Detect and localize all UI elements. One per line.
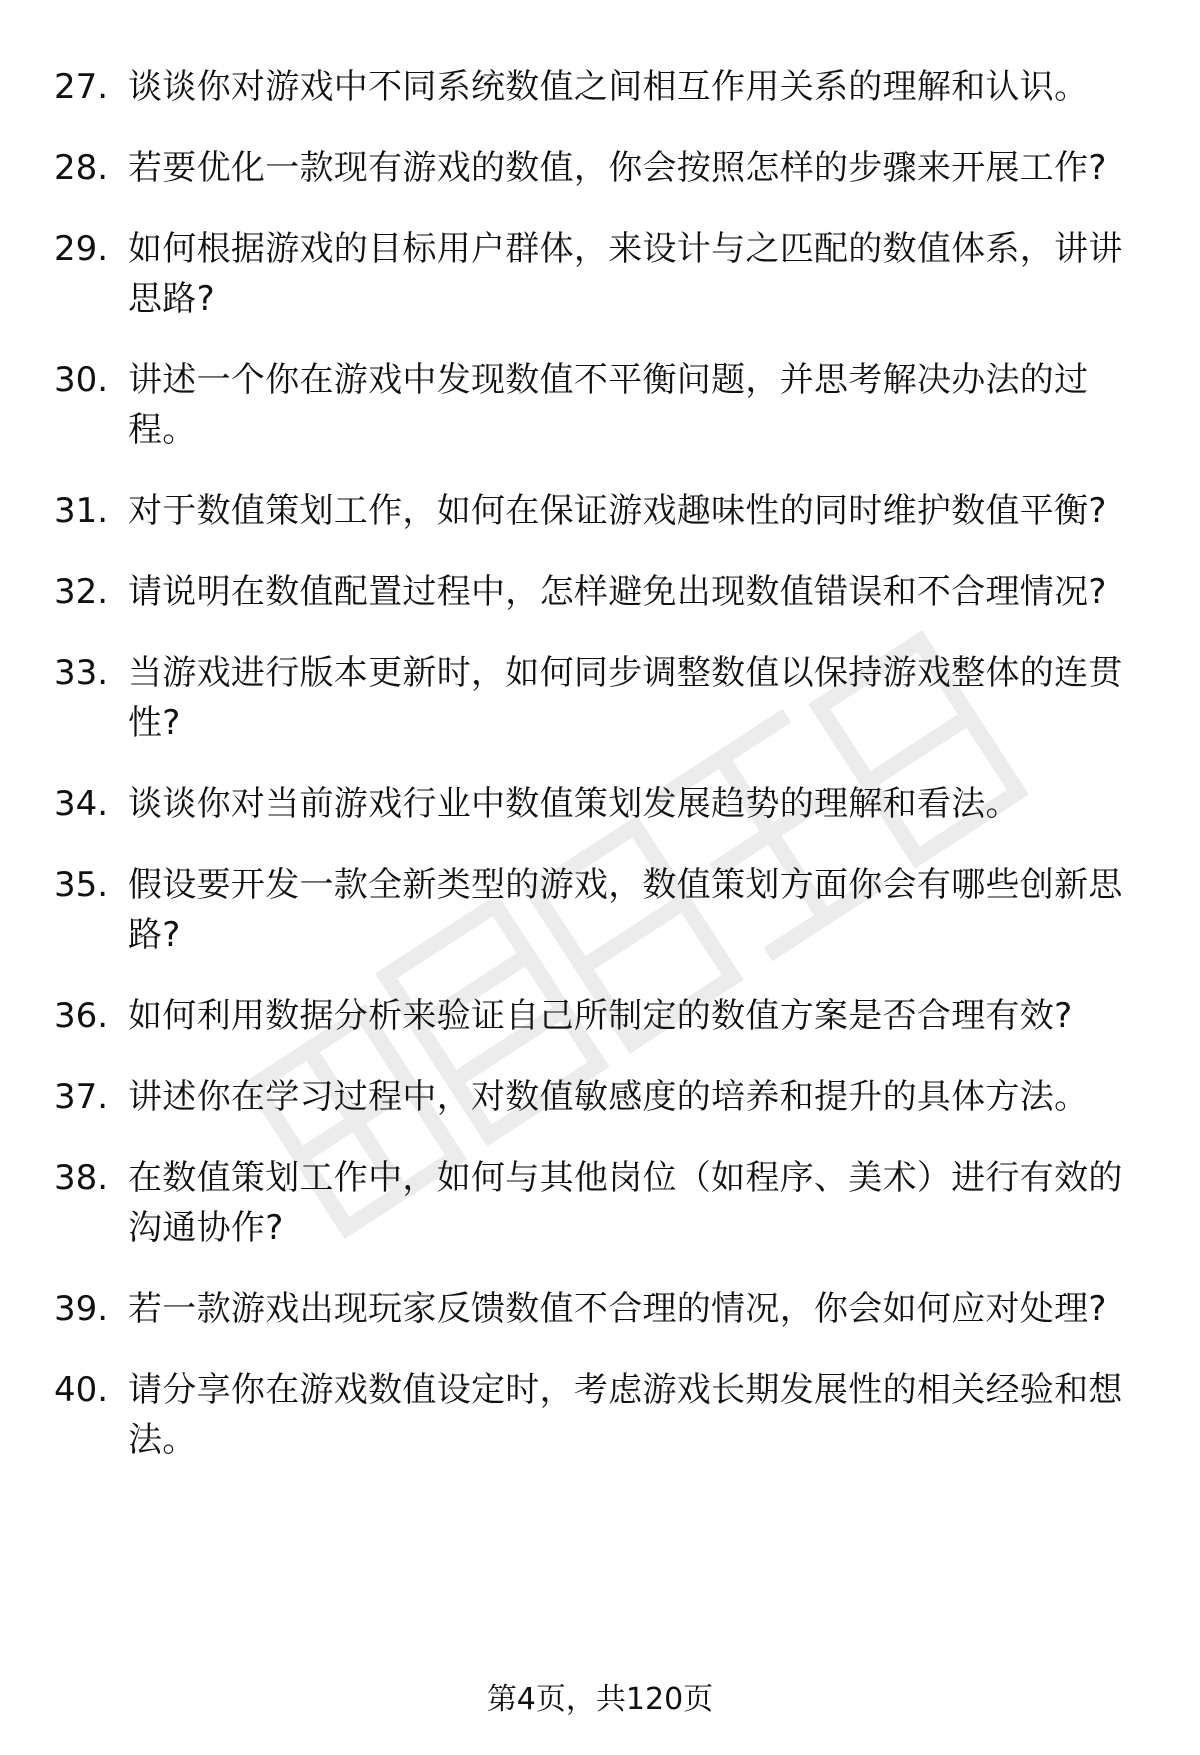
question-number: 28.	[54, 148, 109, 188]
question-item	[0, 991, 1200, 1041]
page-footer: 第4页，共120页	[486, 1682, 714, 1717]
question-item	[0, 1365, 1200, 1465]
question-item	[0, 1072, 1200, 1122]
question-number: 39.	[54, 1289, 109, 1329]
question-number: 36.	[54, 996, 109, 1036]
question-number: 30.	[54, 360, 109, 400]
question-item	[0, 355, 1200, 455]
question-text: 若一款游戏出现玩家反馈数值不合理的情况，你会如何应对处理?	[128, 1289, 1107, 1329]
question-item	[0, 1153, 1200, 1253]
question-number: 38.	[54, 1158, 109, 1198]
question-item	[0, 1284, 1200, 1334]
question-number: 27.	[54, 67, 109, 107]
question-number: 35.	[54, 865, 109, 905]
question-text: 谈谈你对游戏中不同系统数值之间相互作用关系的理解和认识。	[128, 67, 1089, 107]
question-text: 在数值策划工作中，如何与其他岗位（如程序、美术）进行有效的沟通协作?	[128, 1158, 1123, 1248]
question-number: 37.	[54, 1077, 109, 1117]
question-item	[0, 143, 1200, 193]
question-text: 若要优化一款现有游戏的数值，你会按照怎样的步骤来开展工作?	[128, 148, 1107, 188]
question-item	[0, 62, 1200, 112]
question-list	[0, 62, 1200, 1496]
question-text: 请分享你在游戏数值设定时，考虑游戏长期发展性的相关经验和想法。	[128, 1370, 1123, 1460]
question-item	[0, 860, 1200, 960]
question-number: 40.	[54, 1370, 109, 1410]
question-item	[0, 224, 1200, 324]
question-number: 31.	[54, 491, 109, 531]
question-number: 34.	[54, 784, 109, 824]
question-item	[0, 567, 1200, 617]
question-item	[0, 648, 1200, 748]
question-text: 假设要开发一款全新类型的游戏，数值策划方面你会有哪些创新思路?	[128, 865, 1123, 955]
question-item	[0, 779, 1200, 829]
question-text: 讲述一个你在游戏中发现数值不平衡问题，并思考解决办法的过程。	[128, 360, 1089, 450]
question-text: 谈谈你对当前游戏行业中数值策划发展趋势的理解和看法。	[128, 784, 1020, 824]
question-item	[0, 486, 1200, 536]
question-text: 对于数值策划工作，如何在保证游戏趣味性的同时维护数值平衡?	[128, 491, 1107, 531]
question-number: 32.	[54, 572, 109, 612]
question-text: 当游戏进行版本更新时，如何同步调整数值以保持游戏整体的连贯性?	[128, 653, 1123, 743]
question-text: 讲述你在学习过程中，对数值敏感度的培养和提升的具体方法。	[128, 1077, 1089, 1117]
question-text: 如何利用数据分析来验证自己所制定的数值方案是否合理有效?	[128, 996, 1073, 1036]
question-number: 33.	[54, 653, 109, 693]
question-text: 请说明在数值配置过程中，怎样避免出现数值错误和不合理情况?	[128, 572, 1107, 612]
question-text: 如何根据游戏的目标用户群体，来设计与之匹配的数值体系，讲讲思路?	[128, 229, 1123, 319]
question-number: 29.	[54, 229, 109, 269]
